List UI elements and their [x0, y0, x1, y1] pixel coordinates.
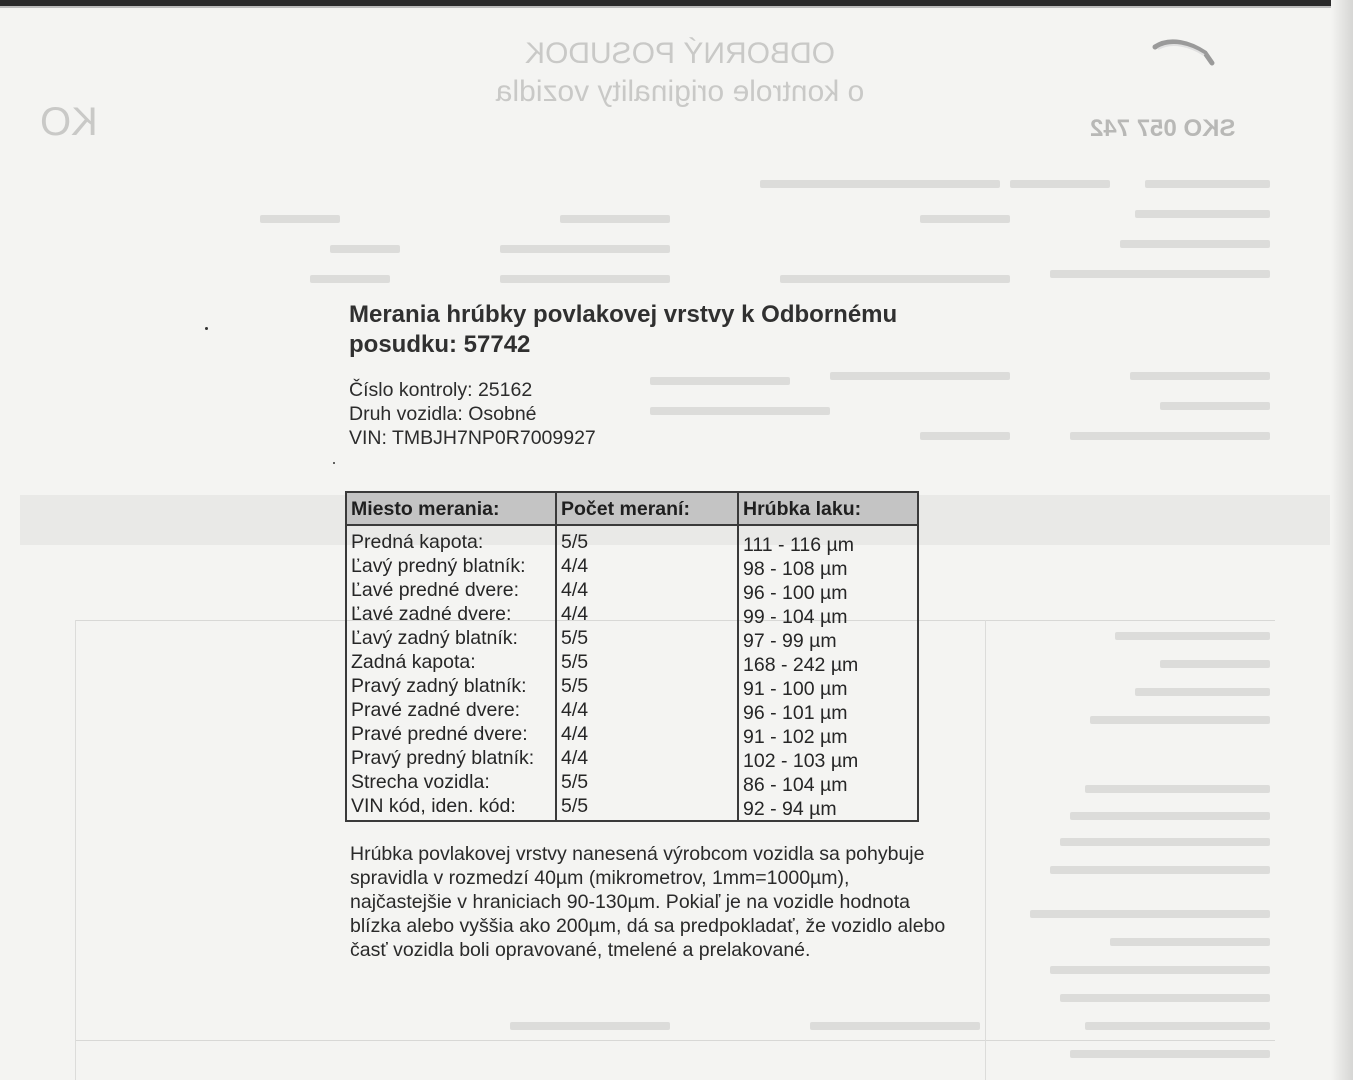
- cell-count: 4/4: [556, 698, 738, 722]
- bleed-through-title: ODBORNÝ POSUDOK o kontrole originality vozidla: [495, 37, 865, 108]
- document-title: Merania hrúbky povlakovej vrstvy k Odbornému posudku: 57742: [349, 301, 898, 358]
- column-header-place: Miesto merania:: [346, 492, 556, 525]
- table-row: [346, 578, 918, 602]
- thickness-value: 91 - 100 µm: [743, 678, 848, 700]
- cell-place: Pravý zadný blatník:: [346, 674, 556, 698]
- bleed-through-serial: SKO 057 742: [1090, 115, 1236, 142]
- ghost-row: [760, 180, 1000, 188]
- cell-count: 5/5: [556, 525, 738, 554]
- cell-thickness: [738, 746, 918, 770]
- table-row: [346, 525, 918, 554]
- cell-count: 5/5: [556, 626, 738, 650]
- ghost-row: [1160, 660, 1270, 668]
- ghost-row: [1060, 994, 1270, 1002]
- staple-icon: [1150, 35, 1220, 75]
- table-row: [346, 650, 918, 674]
- ghost-row: [1110, 938, 1270, 946]
- ghost-row: [1130, 372, 1270, 380]
- thickness-value: 168 - 242 µm: [743, 654, 859, 676]
- scan-top-shadow: [0, 6, 1353, 8]
- explanatory-note: Hrúbka povlakovej vrstvy nanesená výrobcom vozidla sa pohybuje spravidla v rozmedzí 40µm (mikrometrov, 1mm=1000µm), najčastejšie v hraniciach 90-130µm. Pokiaľ je na vozidle hodnota blízka alebo vyššia ako 200µm, dá sa predpokladať, že vozidlo alebo časť vozidla boli opravované, tmelené a prelakované.: [350, 843, 946, 961]
- cell-count: 4/4: [556, 722, 738, 746]
- ghost-row: [810, 1022, 980, 1030]
- thickness-value: 91 - 102 µm: [743, 726, 848, 748]
- cell-thickness: [738, 578, 918, 602]
- ghost-row: [1050, 270, 1270, 278]
- measurement-table: [345, 491, 919, 822]
- cell-thickness: [738, 722, 918, 746]
- table-row: [346, 746, 918, 770]
- cell-count: 4/4: [556, 578, 738, 602]
- ghost-row: [1060, 838, 1270, 846]
- thickness-value: 92 - 94 µm: [743, 798, 837, 820]
- ghost-row: [330, 245, 400, 253]
- cell-thickness: [738, 525, 918, 554]
- table-row: [346, 674, 918, 698]
- ghost-row: [1145, 180, 1270, 188]
- cell-thickness: [738, 626, 918, 650]
- ghost-row: [1120, 240, 1270, 248]
- cell-thickness: [738, 554, 918, 578]
- cell-place: Ľavý zadný blatník:: [346, 626, 556, 650]
- table-row: [346, 794, 918, 821]
- table-row: [346, 602, 918, 626]
- cell-count: 5/5: [556, 674, 738, 698]
- thickness-value: 96 - 101 µm: [743, 702, 848, 724]
- ghost-row: [1050, 866, 1270, 874]
- thickness-value: 96 - 100 µm: [743, 582, 848, 604]
- column-header-thickness: Hrúbka laku:: [738, 492, 918, 525]
- cell-count: 5/5: [556, 794, 738, 821]
- column-header-count: Počet meraní:: [556, 492, 738, 525]
- ghost-row: [510, 1022, 670, 1030]
- cell-thickness: [738, 770, 918, 794]
- table-row: [346, 554, 918, 578]
- vehicle-info: [349, 378, 949, 450]
- ghost-row: [1090, 716, 1270, 724]
- ghost-row: [1135, 210, 1270, 218]
- cell-place: Pravé predné dvere:: [346, 722, 556, 746]
- ghost-row: [500, 245, 670, 253]
- vehicle-type: Druh vozidla: Osobné: [349, 403, 537, 425]
- thickness-value: 111 - 116 µm: [743, 534, 854, 556]
- control-number: Číslo kontroly: 25162: [349, 379, 533, 401]
- thickness-value: 99 - 104 µm: [743, 606, 848, 628]
- cell-place: Pravé zadné dvere:: [346, 698, 556, 722]
- cell-place: VIN kód, iden. kód:: [346, 794, 556, 821]
- cell-thickness: [738, 602, 918, 626]
- scan-right-edge: [1331, 0, 1353, 1080]
- cell-place: Pravý predný blatník:: [346, 746, 556, 770]
- cell-place: Ľavé zadné dvere:: [346, 602, 556, 626]
- ghost-row: [1160, 402, 1270, 410]
- scan-speck: [333, 462, 335, 464]
- cell-place: Ľavý predný blatník:: [346, 554, 556, 578]
- ghost-row: [1115, 632, 1270, 640]
- ghost-row: [1070, 1050, 1270, 1058]
- cell-count: 5/5: [556, 650, 738, 674]
- ghost-row: [1010, 180, 1110, 188]
- thickness-value: 86 - 104 µm: [743, 774, 848, 796]
- cell-place: Zadná kapota:: [346, 650, 556, 674]
- ghost-row: [780, 275, 1010, 283]
- cell-place: Ľavé predné dvere:: [346, 578, 556, 602]
- thickness-value: 98 - 108 µm: [743, 558, 848, 580]
- ghost-row: [500, 275, 670, 283]
- vin-number: VIN: TMBJH7NP0R7009927: [349, 427, 596, 449]
- ghost-row: [1050, 966, 1270, 974]
- cell-count: 4/4: [556, 746, 738, 770]
- ghost-row: [1085, 785, 1270, 793]
- table-row: [346, 626, 918, 650]
- ghost-row: [1085, 1022, 1270, 1030]
- thickness-value: 97 - 99 µm: [743, 630, 837, 652]
- ghost-line: [75, 620, 76, 1080]
- cell-count: 4/4: [556, 554, 738, 578]
- ghost-row: [310, 275, 390, 283]
- bleed-through-code: KO: [40, 100, 98, 144]
- cell-place: Strecha vozidla:: [346, 770, 556, 794]
- ghost-row: [560, 215, 670, 223]
- ghost-line: [75, 1040, 1275, 1041]
- scan-speck: [205, 327, 208, 330]
- table-row: [346, 722, 918, 746]
- cell-thickness: [738, 698, 918, 722]
- thickness-value: 102 - 103 µm: [743, 750, 859, 772]
- table-header-row: [346, 492, 918, 525]
- cell-thickness: [738, 650, 918, 674]
- cell-count: 5/5: [556, 770, 738, 794]
- ghost-row: [260, 215, 340, 223]
- table-row: [346, 698, 918, 722]
- ghost-row: [1030, 910, 1270, 918]
- measurement-document: [349, 300, 949, 450]
- ghost-row: [1070, 812, 1270, 820]
- ghost-line: [985, 620, 986, 1080]
- cell-thickness: [738, 674, 918, 698]
- table-row: [346, 770, 918, 794]
- ghost-row: [920, 215, 1010, 223]
- ghost-row: [1135, 688, 1270, 696]
- cell-place: Predná kapota:: [346, 525, 556, 554]
- ghost-row: [1070, 432, 1270, 440]
- cell-count: 4/4: [556, 602, 738, 626]
- cell-thickness: [738, 794, 918, 821]
